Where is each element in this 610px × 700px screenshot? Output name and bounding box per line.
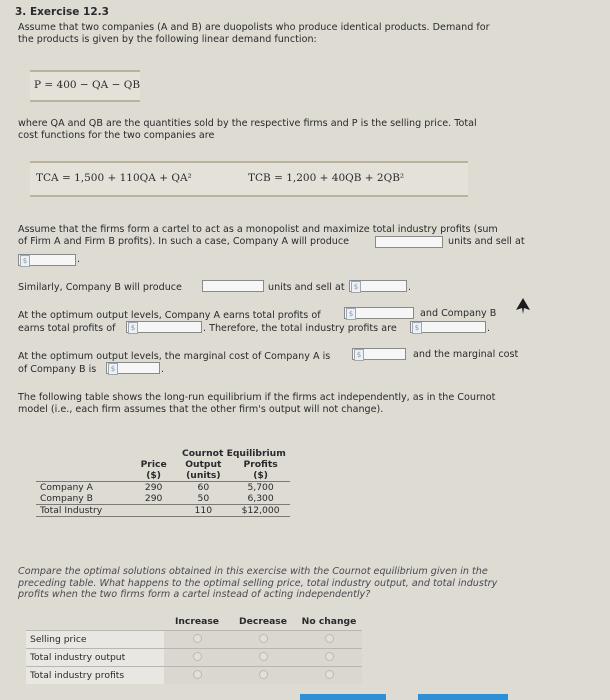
company-a-marginal-cost-input[interactable] — [352, 348, 406, 360]
demand-equation: P = 400 − QA − QB — [34, 79, 141, 91]
intro-text: Assume that two companies (A and B) are duopolists who produce identical products. Demand for the products is given by the following linear demand function: — [18, 22, 490, 46]
marginal-line1b: and the marginal cost — [413, 349, 519, 360]
cartel-line2a: of Firm A and Firm B profits). In such a case, Company A will produce — [18, 236, 350, 247]
optimum-line1a: At the optimum output levels, Company A earns total profits of — [18, 310, 321, 321]
header-output: Output — [185, 459, 222, 470]
header-decrease: Decrease — [239, 616, 287, 627]
output-no-change-radio[interactable] — [325, 652, 334, 661]
company-a-cartel-price-input[interactable] — [18, 254, 76, 266]
compare-text: Compare the optimal solutions obtained in this exercise with the Cournot equilibrium given in the preceding table. What happens to the optimal selling price, total industry output, and total industry profits when the two firms form a cartel instead of acting independently? — [18, 566, 498, 600]
period: . — [408, 282, 412, 293]
output-increase-radio[interactable] — [193, 652, 202, 661]
cartel-line2b: units and sell at — [448, 236, 525, 247]
similarly-text2: units and sell at — [268, 282, 345, 293]
marginal-line1a: At the optimum output levels, the marginal cost of Company A is — [18, 351, 331, 362]
table-row — [26, 667, 362, 685]
unit-price: ($) — [132, 470, 175, 482]
company-a-profit-input[interactable] — [344, 307, 414, 319]
company-a-cartel-output-input[interactable] — [375, 236, 443, 248]
profits-increase-radio[interactable] — [193, 670, 202, 679]
period: . — [77, 254, 81, 265]
selling-price-increase-radio[interactable] — [193, 634, 202, 643]
table-row: Company B 290 50 6,300 — [36, 493, 290, 505]
similarly-text1: Similarly, Company B will produce — [18, 282, 182, 293]
cost-equations-box — [30, 161, 468, 197]
grade-button[interactable] — [300, 694, 386, 700]
table-row — [26, 649, 362, 667]
profits-decrease-radio[interactable] — [259, 670, 268, 679]
dollar-icon: $ — [108, 363, 118, 375]
profits-no-change-radio[interactable] — [325, 670, 334, 679]
selling-price-decrease-radio[interactable] — [259, 634, 268, 643]
company-b-profit-input[interactable] — [126, 321, 202, 333]
cost-equation-a: TCA = 1,500 + 110QA + QA² — [36, 172, 192, 184]
header-no-change: No change — [301, 616, 357, 627]
header-increase: Increase — [174, 616, 220, 627]
company-b-cartel-output-input[interactable] — [202, 280, 264, 292]
marginal-line2: of Company B is — [18, 364, 97, 375]
header-profits: Profits — [243, 459, 278, 470]
optimum-line2a: earns total profits of — [18, 323, 116, 334]
total-industry-profit-input[interactable] — [410, 321, 486, 333]
output-decrease-radio[interactable] — [259, 652, 268, 661]
cartel-line1: Assume that the firms form a cartel to act as a monopolist and maximize total industry profits (sum — [18, 224, 498, 235]
table-row: Total Industry 110 $12,000 — [36, 505, 290, 517]
compare-table — [26, 613, 362, 684]
dollar-icon: $ — [128, 322, 138, 334]
dollar-icon: $ — [412, 322, 422, 334]
company-b-marginal-cost-input[interactable] — [106, 362, 160, 374]
mouse-cursor-icon — [516, 298, 530, 314]
continue-button[interactable] — [418, 694, 508, 700]
row-total-output: Total industry output — [26, 649, 164, 667]
cournot-title: Cournot Equilibrium — [182, 448, 286, 459]
optimum-line2b: . Therefore, the total industry profits are — [203, 323, 397, 334]
header-price: Price — [140, 459, 167, 470]
dollar-icon: $ — [20, 255, 30, 267]
selling-price-no-change-radio[interactable] — [325, 634, 334, 643]
optimum-line1b: and Company B — [420, 308, 497, 319]
company-b-cartel-price-input[interactable] — [349, 280, 407, 292]
dollar-icon: $ — [354, 349, 364, 361]
following-text: The following table shows the long-run equilibrium if the firms act independently, as in the Cournot model (i.e., each firm assumes that the other firm's output will not change). — [18, 392, 496, 416]
dollar-icon: $ — [346, 308, 356, 320]
cost-equation-b: TCB = 1,200 + 40QB + 2QB² — [248, 172, 405, 184]
exercise-title: 3. Exercise 12.3 — [15, 6, 109, 18]
unit-profits: ($) — [231, 470, 289, 482]
demand-equation-box — [30, 70, 140, 102]
unit-output: (units) — [175, 470, 231, 482]
dollar-icon: $ — [351, 281, 361, 293]
where-text: where QA and QB are the quantities sold by the respective firms and P is the selling price. Total cost functions for the two companies are — [18, 118, 477, 142]
row-selling-price: Selling price — [26, 631, 164, 649]
period: . — [161, 364, 165, 375]
table-row — [26, 631, 362, 649]
period: . — [487, 323, 491, 334]
table-row: Company A 290 60 5,700 — [36, 482, 290, 494]
cournot-table — [36, 448, 290, 517]
row-total-profits: Total industry profits — [26, 667, 164, 685]
